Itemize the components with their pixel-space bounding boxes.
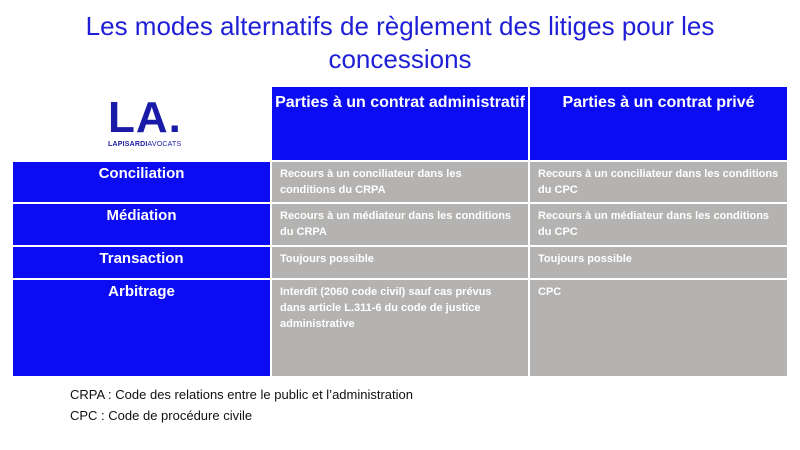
page-title-line-1: Les modes alternatifs de règlement des litiges pour les — [85, 11, 715, 41]
row-label-cell-conciliation — [13, 162, 270, 202]
page-title — [0, 10, 800, 76]
row-label: Médiation — [106, 207, 177, 224]
cell-text: Recours à un conciliateur dans les conditions du CPC — [538, 168, 779, 196]
table-cell — [530, 247, 787, 278]
cell-text: Recours à un médiateur dans les conditions du CPC — [538, 210, 770, 238]
cell-text: Interdit (2060 code civil) sauf cas prévus dans article L.311-6 du code de justice administrative — [280, 286, 492, 330]
header-label-administratif: Parties à un contrat administratif — [275, 94, 525, 111]
cell-text: Toujours possible — [280, 253, 374, 265]
cell-text: Recours à un médiateur dans les conditions du CRPA — [280, 210, 512, 238]
header-cell-prive — [530, 87, 787, 160]
table-cell — [530, 280, 787, 376]
row-label-cell-transaction — [13, 247, 270, 278]
table-cell — [530, 162, 787, 202]
cell-text: CPC — [538, 286, 562, 298]
footnote-cpc: CPC : Code de procédure civile — [70, 408, 253, 423]
row-label: Conciliation — [98, 165, 185, 182]
footnote-crpa: CRPA : Code des relations entre le public et l’administration — [70, 387, 413, 402]
table-cell — [272, 204, 528, 245]
table-cell — [530, 204, 787, 245]
logo-mark: LA. — [108, 93, 182, 142]
cell-text: Toujours possible — [538, 253, 632, 265]
row-label: Arbitrage — [108, 283, 175, 300]
table-cell — [272, 280, 528, 376]
header-cell-administratif — [272, 87, 528, 160]
page-title-line-2: concessions — [328, 44, 472, 74]
footnotes — [70, 384, 413, 426]
header-label-prive: Parties à un contrat privé — [562, 94, 755, 111]
logo-wordmark-bold: LAPISARDI — [108, 141, 148, 148]
logo-wordmark-light: AVOCATS — [147, 141, 182, 148]
comparison-table — [13, 87, 787, 376]
cell-text: Recours à un conciliateur dans les conditions du CRPA — [280, 168, 462, 196]
row-label-cell-mediation — [13, 204, 270, 245]
row-label: Transaction — [99, 250, 184, 267]
row-label-cell-arbitrage — [13, 280, 270, 376]
table-cell — [272, 247, 528, 278]
table-cell — [272, 162, 528, 202]
